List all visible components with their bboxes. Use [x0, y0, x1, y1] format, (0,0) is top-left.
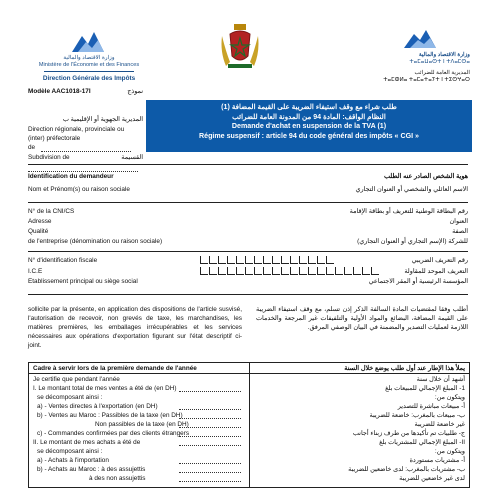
title-fr-line1: Demande d'achat en suspension de la TVA (1)	[231, 122, 387, 130]
table-row-label-fr: c) - Commandes confirmées par des clients étrangers	[37, 430, 190, 437]
identification-title-ar: هوية الشخص الصادر عنه الطلب	[383, 173, 468, 180]
table-row	[33, 429, 245, 438]
left-logo-text-ar: وزارة الاقتصاد والمالية	[63, 55, 115, 61]
qualite-label-fr: Qualité	[28, 228, 49, 235]
right-header	[330, 24, 470, 84]
table-row	[33, 384, 245, 393]
ice-label-fr: I.C.E	[28, 268, 43, 275]
table-row	[253, 384, 465, 393]
adresse-row	[28, 217, 468, 227]
table-row	[33, 375, 245, 384]
table-row-label-ar: غير خاضعة للضريبة	[414, 421, 465, 428]
table-row-label-ar: ويتكون من:	[434, 394, 465, 401]
name-row	[28, 185, 468, 195]
table-row-amount-field[interactable]	[179, 474, 241, 482]
direction-ar: المديرية الجهوية أو الإقليمية ب	[62, 116, 143, 123]
ministry-right-logo-icon	[400, 28, 440, 50]
table-row	[33, 420, 245, 429]
table-row	[253, 411, 465, 420]
etab-row	[28, 277, 468, 287]
table-row-label-fr: b) - Ventes au Maroc : Passibles de la taxe (en DH)	[37, 412, 183, 419]
table-row-amount-field[interactable]	[179, 438, 241, 446]
table-row	[33, 393, 245, 402]
table-row	[33, 411, 245, 420]
direction-label2: (inter) préfectorale	[28, 135, 81, 142]
right-directorate-tifinagh: ⵜⴰⵎⵀⵍⴰ ⵜⴰⵎⴰⵜⴰⵢⵜ ⵏ ⵜⵉⵙⵖⴰⵔ	[383, 77, 470, 83]
table-row-label-fr: se décomposant ainsi :	[37, 394, 103, 401]
ministry-logo-icon	[68, 30, 108, 54]
table-row-label-fr: se décomposant ainsi :	[37, 448, 103, 455]
divider-id1	[28, 202, 468, 203]
right-ministry-ar: وزارة الاقتصاد والمالية	[418, 52, 470, 58]
if-label-ar: رقم التعريف الضريبي	[411, 257, 468, 264]
entreprise-row	[28, 237, 468, 247]
table-row-label-fr: Je certifie que pendant l'année	[33, 376, 120, 383]
table-row-amount-field[interactable]	[179, 402, 241, 410]
table-row	[253, 465, 465, 474]
identification-title-row	[28, 172, 468, 182]
adresse-label-fr: Adresse	[28, 218, 52, 225]
table-row	[253, 438, 465, 447]
table-row	[33, 456, 245, 465]
table-row-label-fr: a) - Achats à l'importation	[37, 457, 109, 464]
ice-row	[28, 267, 468, 277]
table-row	[33, 465, 245, 474]
subdivision-field[interactable]	[28, 164, 138, 172]
table-row-label-fr: à des non assujettis	[89, 475, 146, 482]
table-row-amount-field[interactable]	[179, 429, 241, 437]
name-field[interactable]	[28, 197, 468, 205]
table-row-label-ar: أ- مبيعات مباشرة للتصدير	[397, 403, 465, 410]
name-label-ar: الاسم العائلي والشخصي أو العنوان التجاري	[355, 186, 468, 193]
table-row-label-ar: لدى غير خاضعين للضريبة	[399, 475, 465, 482]
ice-label-ar: التعريف الموحد للمقاولة	[404, 268, 468, 275]
direction-field[interactable]	[41, 144, 131, 152]
form-title-banner	[146, 100, 472, 152]
etab-label-fr: Etablissement principal ou siège social	[28, 278, 138, 285]
identification-title-fr: Identification du demandeur	[28, 173, 114, 180]
table-header-fr: Cadre à servir lors de la première demande de l'année	[33, 365, 197, 372]
de-label: de	[28, 144, 36, 151]
direction-label: Direction régionale, provinciale ou	[28, 126, 125, 133]
if-row	[28, 256, 468, 266]
model-ar: نموذج	[127, 88, 143, 95]
etab-label-ar: المؤسسة الرئيسية أو المقر الاجتماعي	[368, 278, 468, 285]
right-directorate-ar: المديرية العامة للضرائب	[414, 70, 470, 76]
table-row	[33, 474, 245, 483]
subdivision-ar: القسيمة	[121, 154, 143, 161]
body-paragraph-ar: أطلب وفقا لمقتضيات المادة السالفة الذكر إذن تسلم، مع وقف استيفاء الضريبة على القيمة المضافة، البضائع والمواد الأولية والتلفيفات غير المرجعة والخدمات اللازمة لعمليات التصدير والمضمنة في البيان الوصفي المرفق.	[256, 306, 468, 331]
cni-row	[28, 207, 468, 217]
table-row-label-ar: ب- مبيعات بالمغرب: خاضعة للضريبة	[369, 412, 465, 419]
subdivision-label: Subdivision de	[28, 154, 70, 161]
body-paragraph-fr: sollicite par la présente, en application des dispositions de l'article susvisé, l'autorisation de recevoir, non grevés de taxe, les marchandises, les matières premières, les emballages irrécupérables et les services nécessaires aux opérations d'exportation figurant sur l'état descriptif ci-joint.	[28, 306, 242, 349]
table-row-label-fr: a) - Ventes directes à l'exportation (en DH)	[37, 403, 158, 410]
if-input-slots[interactable]	[200, 256, 335, 267]
divider-id2	[28, 251, 468, 252]
table-row	[33, 438, 245, 447]
table-row	[253, 375, 465, 384]
name-label-fr: Nom et Prénom(s) ou raison sociale	[28, 186, 130, 193]
left-logo-text-fr: Ministère de l'Économie et des Finances	[38, 62, 140, 68]
table-row-label-ar: أشهد أن خلال سنة	[416, 376, 465, 383]
cni-label-fr: N° de la CNI/CS	[28, 208, 75, 215]
table-header-ar: يملأ هذا الإطار عند أول طلب يوضع خلال السنة	[344, 365, 465, 372]
qualite-row	[28, 227, 468, 237]
if-label-fr: N° d'identification fiscale	[28, 257, 98, 264]
table-row-amount-field[interactable]	[179, 384, 241, 392]
table-row-label-fr: b) - Achats au Maroc : à des assujettis	[37, 466, 146, 473]
table-row	[33, 447, 245, 456]
table-row-amount-field[interactable]	[179, 411, 241, 419]
table-row-amount-field[interactable]	[179, 456, 241, 464]
table-row-label-ar: ج- طلبيات تم تأكيدها من طرف زبناء أجانب	[352, 430, 465, 437]
table-row	[253, 420, 465, 429]
right-ministry-tifinagh: ⵜⴰⵎⴰⵡⴰⵙⵜ ⵏ ⵜⴷⴰⵎⵙⴰ	[409, 59, 470, 65]
table-row	[253, 474, 465, 483]
title-ar-line1: طلب شراء مع وقف استيفاء الضريبة على القيمة المضافة (1)	[221, 103, 397, 111]
divider-id3	[28, 294, 468, 295]
table-row	[253, 447, 465, 456]
qualite-label-ar: الصفة	[452, 228, 468, 235]
title-fr-line2: Régime suspensif : article 94 du code général des impôts « CGI »	[199, 131, 419, 140]
table-row	[33, 402, 245, 411]
table-row-amount-field[interactable]	[179, 465, 241, 473]
table-row	[253, 456, 465, 465]
table-row-label-fr: I. Le montant total de mes ventes a été de (en DH)	[33, 385, 177, 392]
table-row-label-fr: Non passibles de la taxe (en DH)	[95, 421, 189, 428]
divider-top	[28, 164, 468, 165]
left-org: Direction Générale des Impôts	[42, 75, 136, 82]
table-row-label-ar: II- المبلغ الإجمالي للمشتريات بلغ	[379, 439, 465, 446]
declaration-table	[28, 362, 470, 488]
table-row	[253, 393, 465, 402]
table-row-label-ar: أ- مشتريات مستوردة	[409, 457, 465, 464]
table-row	[253, 429, 465, 438]
table-row-label-ar: ب- مشتريات بالمغرب: لدى خاضعين للضريبة	[348, 466, 465, 473]
table-row-amount-field[interactable]	[179, 420, 241, 428]
cni-label-ar: رقم البطاقة الوطنية للتعريف أو بطاقة الإقامة	[349, 208, 468, 215]
coat-of-arms-icon	[220, 22, 260, 70]
model-label: Modèle AAC1018-17I	[28, 88, 91, 95]
left-header	[24, 24, 154, 84]
table-row	[253, 402, 465, 411]
title-ar-line2: النظام الواقف: المادة 94 من المدونة العامة للضرائب	[232, 112, 386, 121]
adresse-label-ar: العنوان	[449, 218, 468, 225]
table-row-label-fr: II. Le montant de mes achats a été de	[33, 439, 141, 446]
entreprise-label-ar: للشركة (الإسم التجاري أو العنوان التجاري)	[357, 238, 468, 245]
entreprise-label-fr: de l'entreprise (dénomination ou raison sociale)	[28, 238, 163, 245]
table-row-label-ar: 1- المبلغ الإجمالي للمبيعات بلغ	[385, 385, 465, 392]
form-info	[28, 87, 143, 172]
table-row-label-ar: ويتكون من:	[434, 448, 465, 455]
